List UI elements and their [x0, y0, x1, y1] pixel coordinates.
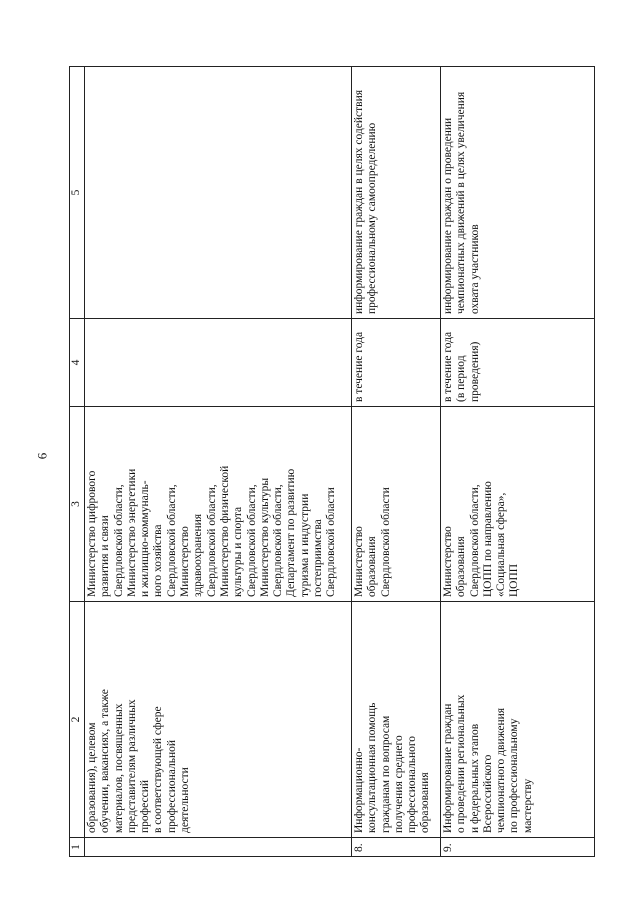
table-row [352, 67, 441, 857]
result-cell [85, 67, 352, 319]
table-row [85, 67, 352, 857]
result-cell: информирование граждан в целях содействия профессиональному самоопределению [352, 67, 441, 319]
term-cell: в течение года [352, 319, 441, 407]
page-number: 6 [34, 452, 50, 460]
event-cell: Информирование граждан о проведении региональных и федеральных этапов Всероссийского чемпионатного движения по профессиональному мастерству [441, 602, 595, 838]
term-cell: в течение года (в период проведения) [441, 319, 595, 407]
result-cell: информирование граждан о проведении чемпионатных движений в целях увеличения охвата участников [441, 67, 595, 319]
header-cell: 4 [70, 319, 85, 407]
term-cell [85, 319, 352, 407]
executor-cell: Министерство цифрового развития и связи Свердловской области, Министерство энергетики и жилищно-коммуналь- ного хозяйства Свердловской области, Министерство здравоохранения Свердловской области, Министерство физической культуры и спорта Свердловской области, Министерство культуры Свердловской области, Департамент по развитию туризма и индустрии гостеприимства Свердловской области [85, 407, 352, 602]
header-cell: 1 [70, 838, 85, 857]
measures-table [69, 66, 595, 857]
event-cell: Информационно- консультационная помощь гражданам по вопросам получения среднего профессионального образования [352, 602, 441, 838]
executor-cell: Министерство образования Свердловской области, ЦОПП по направлению «Социальная сфера», ЦОПП [441, 407, 595, 602]
event-cell: образования), целевом обучении, вакансиях, а также материалов, посвященных представителям различных профессий в соответствующей сфере профессиональной деятельности [85, 602, 352, 838]
table-header-row [70, 67, 85, 857]
header-cell: 5 [70, 67, 85, 319]
rotated-table-container [69, 67, 604, 857]
executor-cell: Министерство образования Свердловской области [352, 407, 441, 602]
row-number: 8. [352, 838, 441, 857]
header-cell: 2 [70, 602, 85, 838]
header-cell: 3 [70, 407, 85, 602]
row-number: 9. [441, 838, 595, 857]
row-number [85, 838, 352, 857]
table-row [441, 67, 595, 857]
